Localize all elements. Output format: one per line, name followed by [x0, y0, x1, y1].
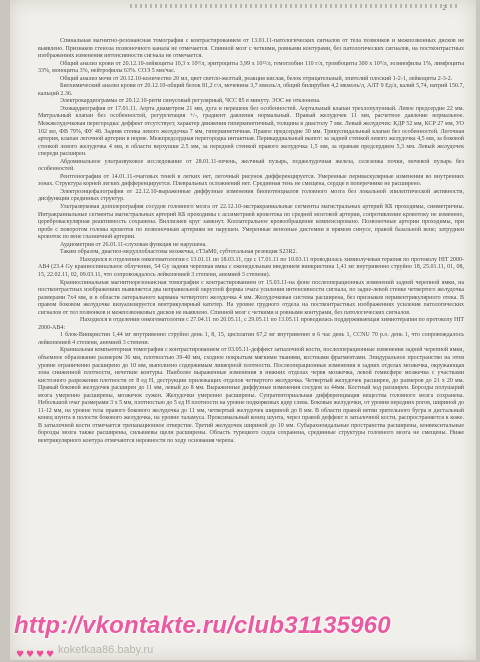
heart-icon: ♥: [16, 650, 25, 660]
paragraph-radiography: Рентгенография от 14.01.11-очаговых теней в легких нет, легочный рисунок дифференцируется. Умеренные периваскулярные изменения во внутренних зонах. Структура корней легких дифференцируется. Плевральных осложнений нет. Срединная тень не смещена, сердце в поперечнике не расширено.: [38, 173, 464, 188]
paragraph-cranial-ct: Краниальная компьютерная томография с контрастированием от 03.05.11-деффект затылочной кости, послеоперационные изменения задней черепной ямки, объемное образование размером 36 мм, плотностью 39-40 мм, сходное покрытым мягкими тканями, костными фрагментами. Эпидуральное пространство на этом уровне ограниченно расширено до 10 мм, выполнено содержимым ликворной плотности. Послеоперационные изменения в задних отделах мозжечка, окружающая зона сниженной плотности, нечеткие контуры. Наиболее выраженные изменения в нижних отделах червя мозжечка, левой гемисфере мозжечка с участками кистозного разрежения плотности от 8 ед Н, деструкции прилежащих отделов четвертого желудочка. Четвертый желудочек расширен, до размеров до 21 х 20 мм. Правый боковой желудочек расширен до 11 мм, левый до 8 мм. Выраженные диффузные изменения сосудов за 44мм. Костный ход расширен. Борозды полушарий мозга умеренно расширены, мозжечок сужен. Желудочки умеренно расширены. Супратенториальная дифференциация вещества головного мозга сохранена. Небольшой очаг размерами 3 х 5 мм, плотностью до 5 ед Н плотности на уровне подкорковых ядер слева. Боковые желудочки, от уровня передних рогов, шириной до 11-12 мм, на уровне тела правого бокового желудочка до 11 мм, четвертый желудочек шириной до 8 мм. В области правой ветви зрительного бугра и дистальный конец шунта в полости бокового желудочка, на уровне таламуса. Проксимальный конец шунта, через правой деффект в затылочной кости, распространяется к коже. В затылочной кости отмечается трепанационное отверстие. Третий желудочек шириной до 10 мм. Субарахноидальные пространства расширены, конвекситальные борозды мозга также расширены, сильвиевы щели расширены. Область турецкого седла сохранена, срединные структуры головного мозга не смещены. Ниже вентрикулярного контура отмечаются неровности по ходу основания черепа.: [38, 347, 464, 444]
watermark-link: http://vkontakte.ru/club31135960: [14, 612, 391, 639]
paragraph-craniospinal-mri: Краниоспинальная магнитнорезонансная томография с контрастированием от 15.03.11-на фоне послеоперационных изменений задней черепной ямки, на постконтрастных изображениях выявляется два неправильной округлой формы очага усиления интенсивности сигнала, по заднe-левой стенке четвертого желудочка размерами 7х4 мм, и в области латерального кармана четвертого желудочка 4 мм. Желудочковая система расширена, без признаков перивентрикулярного отека. В правом боковом желудочке визуализируется вентрикулярный катетер. На уровне грудного отдела на постконтрастных изображениях усиления патологических сигналов от тел позвонков и межпозвонковых дисков не выявлено. Спинной мозг с четкими и ровными контурами, без патологических сигналов.: [38, 279, 464, 316]
watermark-domain: koketkaa86.baby.ru: [58, 644, 154, 656]
paragraph-hospital-stay-1: Находился в отделении онкогематологии с 13.01.11 по 18.03.11, где с 17.01.11 по 10.03.11 проводилась химиолучевая терапия по протоколу HIT 2000-AB4 (23.4 Gy краниоспинальное облучение, 54 Gy задняя черепная ямка с еженедельным введением винкристина 1,41 мг внутривенно струйно 18, 25.01.11, 01, 08, 15, 22.02.11, 02, 09.03.11, что сопровождалось лейкопенией 3 степени, анемией 3 степени).: [38, 256, 464, 278]
paragraph-spinal-mri: Спинальная магнитно-резонансная томография с контрастированием от 13.01.11-патологических сигналов от тела позвонков и межпозвонных дисков не выявлено. Признаков стеноза позвоночного канала не отмечается. Спинной мозг с четкими, ровными контурами, без патологических сигналов, на постконтрастных изображениях изменения интенсивности сигнала не отмечается.: [38, 38, 464, 60]
watermark-hearts: [16, 644, 56, 660]
heart-icon: ♥: [26, 650, 35, 660]
medical-report-body: [38, 38, 464, 446]
paragraph-audiometry: Аудиометрия от 26.01.11-слуховая функция не нарушена.: [60, 241, 207, 248]
page-number: 2: [442, 4, 446, 12]
paragraph-abdominal-ultrasound: Абдоминальное ультразвуковое исследование от 28.01.11-печень, желчный пузырь, поджелудочная железа, селезенка почки, мочевой пузырь без особенностей.: [38, 158, 464, 173]
heart-icon: ♥: [36, 650, 45, 660]
paragraph-ecg: Электрокардиограмма от 20.12.10-ритм синусовый регулярный, ЧСС 85 в минуту. ЭОС не отклонена.: [60, 98, 321, 105]
paragraph-diagnosis: Таким образом, диагноз-медуллобластома мозжечка, cT3aM0, субтотальная резекция S23R2.: [60, 249, 298, 256]
document-page: [10, 0, 476, 660]
paragraph-hospital-stay-2: Находился в отделении онкогематологии с 27.04.11 по 20.05.11, с 29.05.11 по 13.05.11 проводилась поддерживающая химиотерапия по протоколу HIT 2000-AB4:: [38, 317, 464, 331]
paragraph-echocardiography: Эхокардиография от 17.01.11. Аорта диаметром 21 мм, дуга и перешеек без особенностей. Аортальный клапан трехлопулунный. Левое предсердие 22 мм. Митральный клапан без особенностей, регургитация +/-, градиент давления нормальный. Правый желудочек 11 мм, расчетное давление нормальное. Межжелудочковая перегородка: деффект отсутствует, характер движения гиперкинетичный, толщина в диастолу 7 мм. Левый желудочек: КДР 52 мм, КСР 27 мм, УО 102 мл, ФВ 79%, ФУ 48. Задняя стенка левого желудочка 7 мм, гиперкинетичная. Правое предсердие 30 мм. Трикуспидальный клапан без особенностей. Легочная артерия, клапан легочной артерии в норме. Межпредсердная перегородка интактная. Перикардиальный выпот: за задней стенкой левого желудочка 4,5 мм, за боковой стенкой левого желудочка 4 мм, в области верхушки 2.5 мм, за передней стенкой правого желудочка 1,5 мм, за правым предсердием 5,3 мм. Левый желудочек спереди расширен.: [38, 105, 464, 158]
page-header-rule: [130, 4, 460, 8]
paragraph-chemo-block: 1 блок-Винкристин 1,44 мг внутривенно струйно день 1, 8, 15, цисплатин 67,2 мг внутривенно в 6 час день 1, CCNU 70 р.о. день 1, что сопровождалось лейкопенией 4 степени, анемией 3 степени.: [38, 332, 464, 346]
paragraph-urine-test: Общий анализ мочи от 20.12.10-количество 20 мл, цвет светло-желтый, реакция кислая, белок отрицательный, эпителий плоский 1-2-1, лейкоциты 2-3-2.: [60, 75, 453, 82]
heart-icon: ♥: [46, 650, 55, 660]
paragraph-blood-test: Общий анализ крови от 20.12.10-лейкоциты 10,3 x 10⁹/л, эритроциты 3,99 x 10¹²/л, гемоглобин 110 г/л, тромбоциты 300 x 10⁹/л, эозинофилы 1%, лимфоциты 33%, моноциты 3%, нейтрофилы 63%. СОЭ 5 мм/час.: [38, 60, 464, 75]
paragraph-eeg: Электроэнцефалография от 22.12.10-выраженные диффузные изменения биопотенциалов головного мозга без локальной эпилептической активности, дисфункции срединных структур.: [38, 188, 464, 203]
paragraph-doppler: Ультразвуковая допплерография сосудов головного мозга от 22.12.10-экстракраниальные сегменты магистральных артерий КБ проходимы, симметричны. Интракраниальные сегменты магистральных артерий КБ проходимы с ассиметрией кровотока по средней мозговой артерии, сопротивление кровотоку не изменено, цереброваскулярная реактивность сохранена. Виллизиев круг замкнут. Коллатеральное кровообращение компенсировано. Позвоночные артерии проходимы, при пробе с поворотом головы кровоток по позвоночным артериям не нарушен. Умеренные венозные дисгемии в прямом синусе, правой базальной вене; затруднен кровоток по вене глазничной артерии.: [38, 204, 464, 241]
paragraph-biochemistry: Биохимический анализ крови от 20.12.10-общий белок 81,2 г/л, мочевина 3,7 ммоль/л, общий билирубин 4,2 мкмоль/л, АЛТ 9 Ед/л, калий 5,74, натрий 150.7, кальций 2.36.: [38, 83, 464, 97]
